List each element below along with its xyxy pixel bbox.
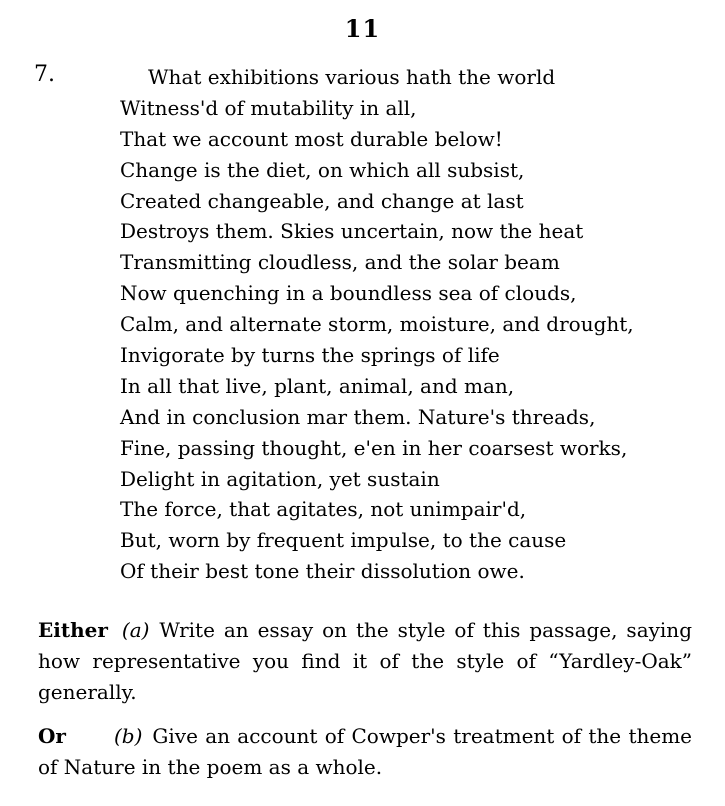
poem-line: The force, that agitates, not unimpair'd, [120,497,527,522]
poem-line: Delight in agitation, yet sustain [120,466,440,491]
poem-line: Change is the diet, on which all subsist, [120,157,525,182]
poem-line: Destroys them. Skies uncertain, now the heat [120,219,584,244]
poem-passage [120,62,710,587]
poem-line: Calm, and alternate storm, moisture, and drought, [120,312,634,337]
page-number: 11 [344,14,381,43]
poem-line: Invigorate by turns the springs of life [120,343,500,368]
option-a-question [38,615,692,708]
poem-line: Created changeable, and change at last [120,188,524,213]
option-a-text: Write an essay on the style of this passage, saying how representative you find it of the style of “Yardley-Oak” generally. [38,618,692,704]
poem-line: Of their best tone their dissolution owe. [120,559,525,584]
poem-line: Fine, passing thought, e'en in her coarsest works, [120,435,628,460]
option-b-question [38,721,692,783]
poem-line: Now quenching in a boundless sea of clouds, [120,281,577,306]
poem-line: In all that live, plant, animal, and man, [120,373,515,398]
poem-line: But, worn by frequent impulse, to the cause [120,528,567,553]
option-b-lead-word: Or [38,724,66,748]
poem-line: That we account most durable below! [120,126,503,151]
option-b-label: (b) [113,724,143,748]
poem-line: Witness'd of mutability in all, [120,95,417,120]
poem-line: What exhibitions various hath the world [148,65,556,89]
poem-line: And in conclusion mar them. Nature's threads, [120,404,596,429]
option-a-lead-word: Either [38,618,108,642]
poem-line: Transmitting cloudless, and the solar beam [120,250,560,275]
option-b-text: Give an account of Cowper's treatment of the theme of Nature in the poem as a whole. [38,724,692,779]
option-a-label: (a) [121,618,150,642]
question-number: 7. [34,62,55,87]
